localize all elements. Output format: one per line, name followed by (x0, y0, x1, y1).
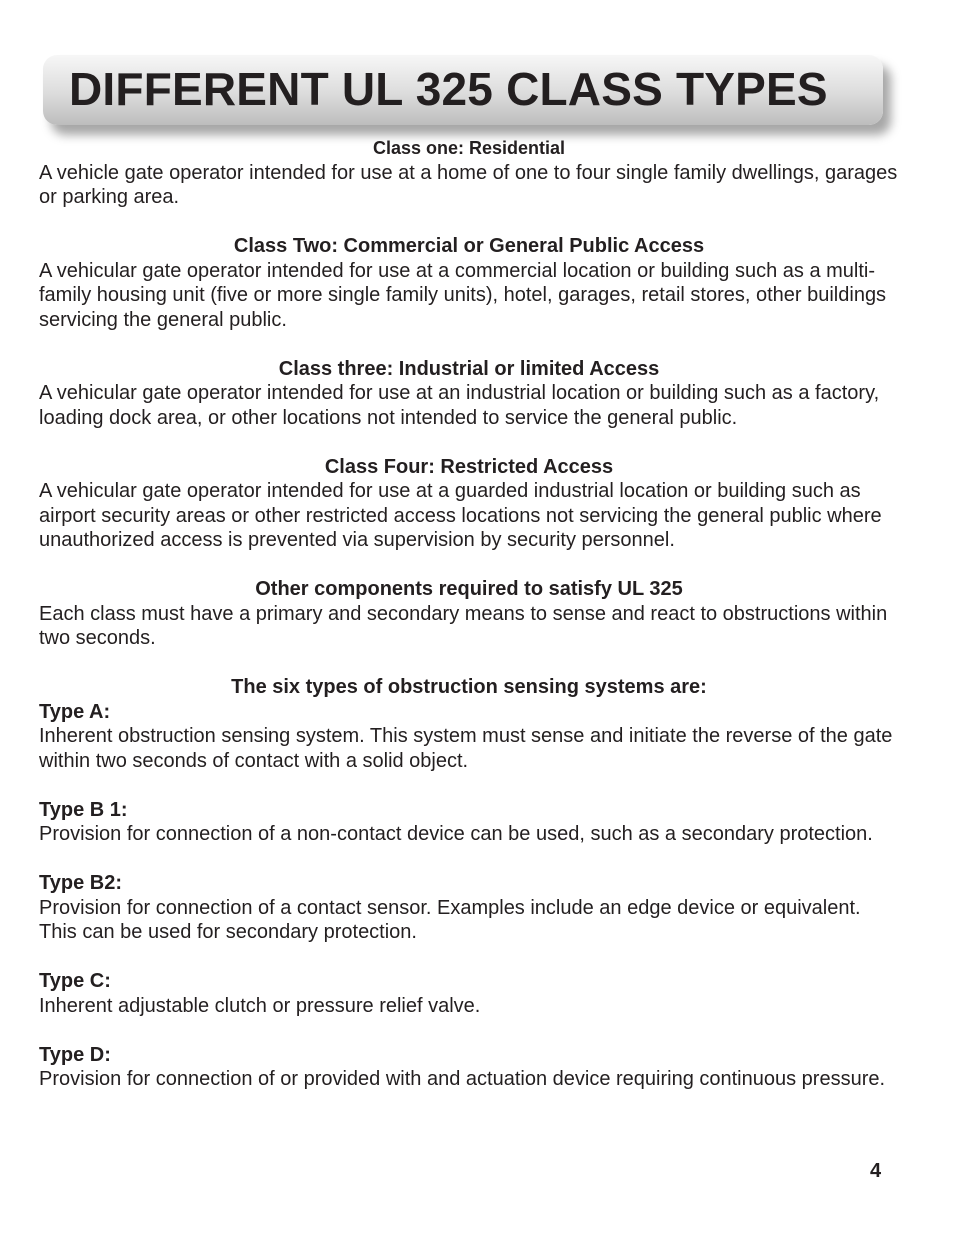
type-label: Type A: (39, 700, 111, 723)
page-number: 4 (870, 1160, 882, 1182)
section-class-three (39, 357, 899, 431)
section-class-one (39, 136, 899, 210)
type-label: Type B 1: (39, 798, 128, 821)
type-label: Type C: (39, 970, 111, 992)
section-body: A vehicular gate operator intended for use at a commercial location or building such as a multi-family housing unit (five or more single family units), hotel, garages, retail stores, other buildings servicing the general public. (39, 259, 887, 331)
section-heading: Class three: Industrial or limited Access (278, 357, 660, 380)
type-body: Provision for connection of a non-contact device can be used, such as a secondary protection. (39, 823, 873, 845)
type-c (39, 969, 899, 1018)
type-body: Provision for connection of a contact sensor. Examples include an edge device or equivalent. This can be used for secondary protection. (39, 896, 861, 943)
section-other-components (39, 577, 899, 651)
type-b1 (39, 798, 899, 847)
section-heading: Other components required to satisfy UL 325 (255, 578, 683, 600)
type-body: Provision for connection of or provided with and actuation device requiring continuous pressure. (39, 1068, 886, 1090)
section-body: A vehicular gate operator intended for use at an industrial location or building such as a factory, loading dock area, or other locations not intended to service the general public. (39, 382, 880, 429)
section-body: A vehicular gate operator intended for use at a guarded industrial location or building such as airport security areas or other restricted access locations not servicing the general public where unauthorized access is prevented via supervision by security personnel. (39, 480, 882, 551)
type-b2 (39, 871, 899, 945)
type-label: Type D: (39, 1043, 111, 1066)
page-title: DIFFERENT UL 325 CLASS TYPES (69, 63, 828, 115)
section-heading: The six types of obstruction sensing systems are: (231, 676, 707, 698)
section-heading: Class Two: Commercial or General Public Access (233, 235, 705, 257)
section-class-two (39, 234, 899, 332)
type-body: Inherent adjustable clutch or pressure relief valve. (39, 994, 481, 1017)
type-body: Inherent obstruction sensing system. This system must sense and initiate the reverse of the gate within two seconds of contact with a solid object. (39, 725, 893, 772)
section-class-four (39, 455, 899, 553)
type-a (39, 700, 899, 774)
section-heading: Class Four: Restricted Access (324, 455, 614, 478)
section-heading: Class one: Residential (372, 138, 566, 158)
section-body: A vehicle gate operator intended for use at a home of one to four single family dwellings, garages or parking area. (39, 161, 898, 208)
title-banner (43, 55, 883, 125)
type-label: Type B2: (39, 872, 122, 894)
section-sensing-types (39, 675, 899, 1092)
document-body (39, 136, 899, 1092)
section-body: Each class must have a primary and secondary means to sense and react to obstructions within two seconds. (39, 602, 888, 649)
type-d (39, 1043, 899, 1092)
